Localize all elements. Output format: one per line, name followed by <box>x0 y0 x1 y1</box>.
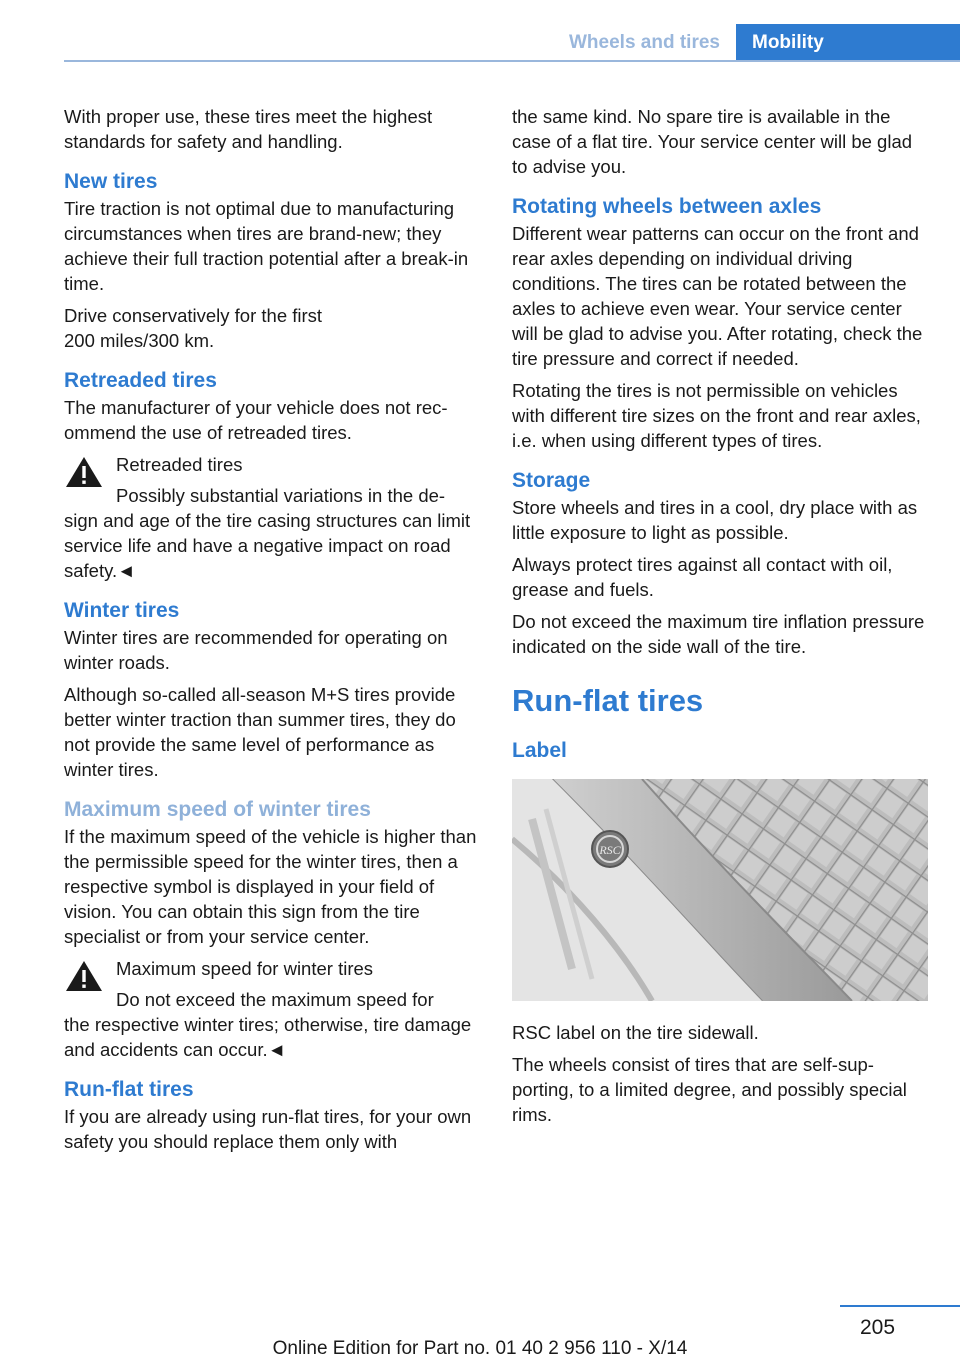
storage-paragraph-3: Do not exceed the maximum tire inflation pressure indicated on the side wall of the tire. <box>512 611 925 657</box>
page-header <box>0 24 960 62</box>
footer-edition: Online Edition for Part no. 01 40 2 956 110 - X/14 <box>272 1338 688 1359</box>
retreaded-warning-line1: Possibly substantial variations in the de- <box>116 485 446 506</box>
rsc-tire-sidewall-figure <box>512 779 928 1001</box>
right-column <box>512 104 928 1134</box>
max-speed-warning <box>64 956 480 1062</box>
max-speed-warning-text: the respective winter tires; otherwise, tire damage and accidents can occur.◄ <box>64 1014 472 1060</box>
winter-tires-paragraph-2: Although so-called all-season M+S tires provide better winter traction than summer tires, they do not provide the same level of performance as winter tires. <box>64 684 456 780</box>
header-rule <box>64 60 960 62</box>
storage-heading: Storage <box>512 469 591 492</box>
footer-rule <box>840 1305 960 1307</box>
figure-caption: RSC label on the tire sidewall. <box>512 1022 759 1043</box>
new-tires-heading: New tires <box>64 170 158 193</box>
new-tires-drive-line1: Drive conservatively for the first <box>64 305 323 326</box>
label-heading: Label <box>512 739 567 762</box>
section-tab: Wheels and tires <box>569 32 720 53</box>
left-column <box>64 104 480 1161</box>
run-flat-tires-paragraph: If you are already using run-flat tires, for your own safety you should replace them only with <box>64 1106 472 1152</box>
run-flat-tires-subheading: Run-flat tires <box>64 1078 194 1101</box>
winter-tires-heading: Winter tires <box>64 599 180 622</box>
rotating-wheels-paragraph-1: Different wear patterns can occur on the front and rear axles depending on individual driving conditions. The tires can be rotated between the axles to achieve even wear. Your service center will be glad to advise you. After rotating, check the tire pressure and correct if needed. <box>512 223 923 369</box>
winter-tires-paragraph-1: Winter tires are recommended for operating on winter roads. <box>64 627 448 673</box>
max-speed-paragraph: If the maximum speed of the vehicle is higher than the permissible speed for the winter tires, then a respective symbol is displayed in your field of vision. You can obtain this sign from the tire specialist or from your service center. <box>64 826 477 947</box>
warning-triangle-icon <box>64 958 104 994</box>
retreaded-tires-heading: Retreaded tires <box>64 369 217 392</box>
chapter-tab: Mobility <box>736 24 960 62</box>
retreaded-warning-title: Retreaded tires <box>116 454 243 475</box>
new-tires-paragraph: Tire traction is not optimal due to manufacturing circumstances when tires are brand-new; they achieve their full traction potential after a break-in time. <box>64 198 469 294</box>
retreaded-warning <box>64 452 480 583</box>
storage-paragraph-2: Always protect tires against all contact with oil, grease and fuels. <box>512 554 893 600</box>
new-tires-drive-line2: 200 miles/300 km. <box>64 330 215 351</box>
run-flat-continued-paragraph: the same kind. No spare tire is available in the case of a flat tire. Your service center will be glad to advise you. <box>512 106 913 177</box>
new-tires-drive-paragraph <box>64 303 480 353</box>
intro-paragraph: With proper use, these tires meet the highest standards for safety and handling. <box>64 106 433 152</box>
storage-paragraph-1: Store wheels and tires in a cool, dry place with as little exposure to light as possible. <box>512 497 918 543</box>
rotating-wheels-heading: Rotating wheels between axles <box>512 195 822 218</box>
max-speed-warning-title: Maximum speed for winter tires <box>116 958 374 979</box>
run-flat-description: The wheels consist of tires that are self-supporting, to a limited degree, and possibly special rims. <box>512 1054 907 1125</box>
max-speed-warning-line1: Do not exceed the maximum speed for <box>116 989 434 1010</box>
page-number: 205 <box>860 1316 896 1339</box>
max-speed-heading: Maximum speed of winter tires <box>64 798 371 821</box>
retreaded-warning-text: sign and age of the tire casing structures can limit service life and have a negative impact on road safety.◄ <box>64 510 471 581</box>
retreaded-tires-paragraph: The manufacturer of your vehicle does not recommend the use of retreaded tires. <box>64 397 448 443</box>
rsc-logo-text: RSC <box>599 843 621 857</box>
run-flat-section-heading: Run-flat tires <box>512 683 704 718</box>
rotating-wheels-paragraph-2: Rotating the tires is not permissible on vehicles with different tire sizes on the front and rear axles, i.e. when using different types of tires. <box>512 380 921 451</box>
warning-triangle-icon <box>64 454 104 490</box>
